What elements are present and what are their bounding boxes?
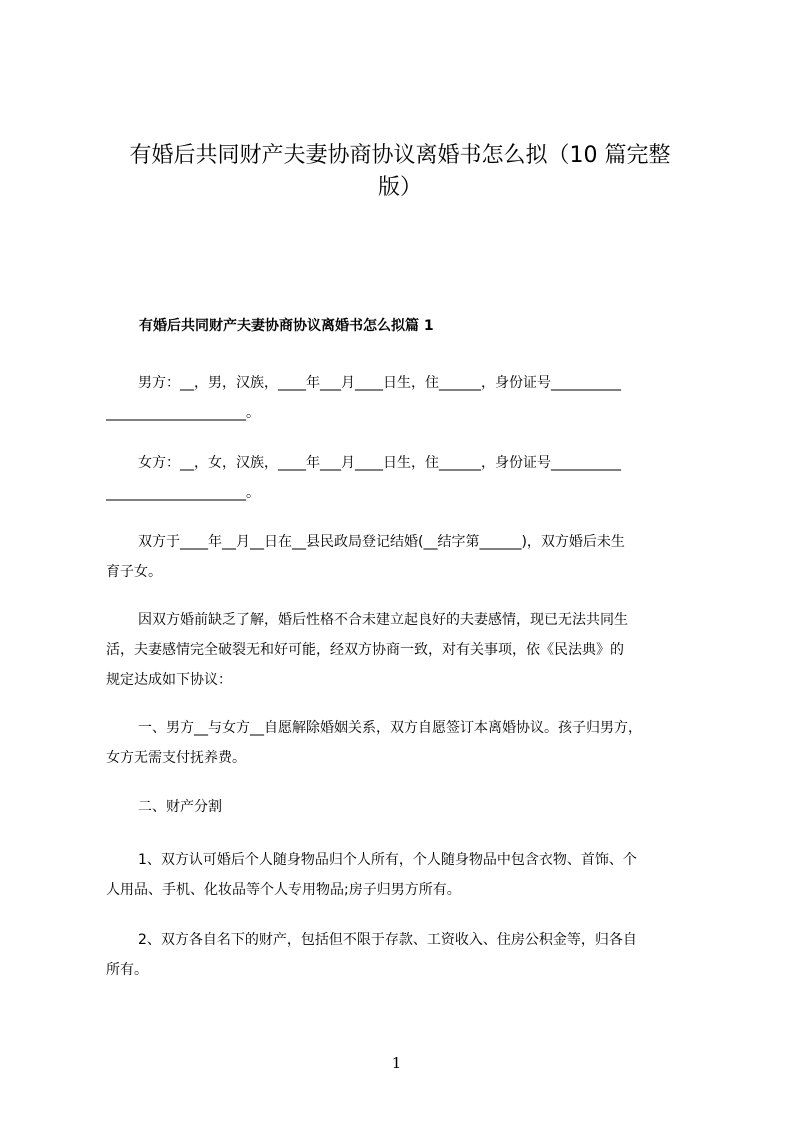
para-line: 育子女。 [106,564,162,580]
para-line: 因双方婚前缺乏了解，婚后性格不合未建立起良好的夫妻感情，现已无法共同生 [138,612,628,628]
paragraph-male-party [106,368,701,428]
para-line: 一、男方__与女方__自愿解除婚姻关系，双方自愿签订本离婚协议。孩子归男方， [138,720,642,736]
paragraph-reason [106,605,701,695]
section-heading: 有婚后共同财产夫妻协商协议离婚书怎么拟篇 1 [139,318,434,334]
para-line: ____________________。 [106,405,260,421]
page-number: 1 [391,1054,402,1072]
paragraph-clause-2-heading [106,792,701,822]
para-line: 人用品、手机、化妆品等个人专用物品;房子归男方所有。 [106,882,461,898]
title-line-1: 有婚后共同财产夫妻协商协议离婚书怎么拟（10 篇完整 [129,143,671,168]
para-line: 1、双方认可婚后个人随身物品归个人所有，个人随身物品中包含衣物、首饰、个 [138,852,637,868]
paragraph-clause-1 [106,713,701,773]
document-title [100,140,700,204]
para-line: 规定达成如下协议： [106,672,232,688]
para-line: 二、财产分割 [138,799,222,815]
para-line: ____________________。 [106,485,260,501]
para-line: 2、双方各自名下的财产，包括但不限于存款、工资收入、住房公积金等，归各自 [138,932,637,948]
para-line: 女方：__，女，汉族，____年___月____日生，住______，身份证号__________ [138,455,621,471]
para-line: 女方无需支付抚养费。 [106,750,246,766]
para-line: 双方于____年__月__日在__县民政局登记结婚(__结字第______)，双方婚后未生 [138,534,625,550]
para-line: 活，夫妻感情完全破裂无和好可能，经双方协商一致，对有关事项，依《民法典》的 [106,642,624,658]
para-line: 男方：__，男，汉族，____年___月____日生，住______，身份证号__________ [138,375,621,391]
para-line: 所有。 [106,962,148,978]
paragraph-marriage-registration [106,527,701,587]
paragraph-property-2 [106,925,701,985]
title-line-2: 版） [377,175,422,200]
paragraph-female-party [106,448,701,508]
paragraph-property-1 [106,845,701,905]
